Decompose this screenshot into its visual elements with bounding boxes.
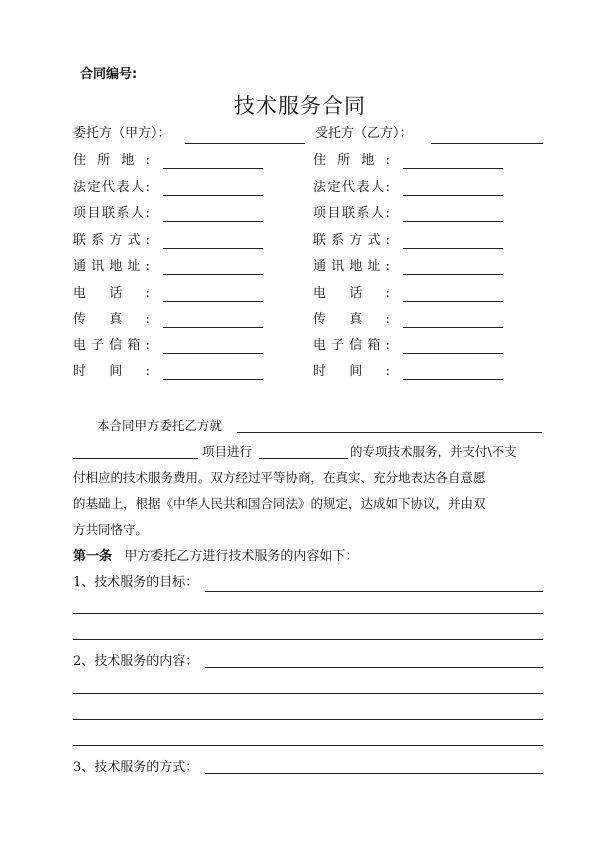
item-1-field[interactable]	[205, 591, 543, 592]
article-1-heading	[73, 549, 358, 565]
intro-line-2b: 的专项技术服务，并支付\不支	[350, 444, 517, 459]
party-a-field-input[interactable]	[163, 195, 263, 196]
item-3-field[interactable]	[205, 773, 543, 774]
item-1-field-line-3[interactable]	[73, 639, 543, 640]
party-b-field-label: 传 真 :	[313, 312, 390, 327]
party-b-field-label: 住 所 地 :	[313, 153, 390, 168]
party-a-field-label: 通 讯 地 址 :	[73, 259, 150, 274]
party-a-field-input[interactable]	[163, 221, 263, 222]
party-b-field-label: 时 间 :	[313, 364, 390, 379]
article-1-number: 第一条	[73, 549, 113, 564]
party-a-field-label: 住 所 地 :	[73, 153, 150, 168]
party-a-field-input[interactable]	[163, 327, 263, 328]
party-b-field-input[interactable]	[403, 248, 503, 249]
party-a-field-label: 电 话 :	[73, 286, 150, 301]
party-a-field-label: 法 定 代 表 人 :	[73, 180, 150, 195]
service-subject-field[interactable]	[237, 432, 542, 433]
item-2-field[interactable]	[205, 667, 543, 668]
party-b-field-label: 联 系 方 式 :	[313, 233, 390, 248]
item-2-label: 2、技术服务的内容：	[73, 654, 199, 669]
item-1-label: 1、技术服务的目标：	[73, 575, 199, 590]
service-type-field[interactable]	[259, 458, 348, 459]
intro-line-2a: 项目进行	[202, 444, 253, 459]
party-a-field-input[interactable]	[163, 301, 263, 302]
party-b-field-input[interactable]	[403, 274, 503, 275]
party-b-field-input[interactable]	[403, 379, 503, 380]
page-title: 技术服务合同	[234, 94, 366, 118]
party-a-heading: 委托方（甲方）：	[73, 126, 171, 141]
party-a-field-input[interactable]	[163, 353, 263, 354]
party-a-field-input[interactable]	[163, 274, 263, 275]
item-2-field-line-2[interactable]	[73, 693, 543, 694]
party-a-field-label: 项 目 联 系 人 :	[73, 206, 150, 221]
party-b-field-label: 电 话 :	[313, 286, 390, 301]
party-b-heading: 受托方（乙方）：	[315, 126, 413, 141]
party-b-name-field[interactable]	[431, 143, 543, 144]
intro-line-1: 本合同甲方委托乙方就	[97, 418, 223, 433]
intro-line-4: 的基础上，根据《中华人民共和国合同法》的规定，达成如下协议，并由双	[73, 496, 486, 511]
project-name-field[interactable]	[73, 458, 198, 459]
party-b-field-label: 通 讯 地 址 :	[313, 259, 390, 274]
party-b-field-input[interactable]	[403, 168, 503, 169]
item-1-field-line-2[interactable]	[73, 613, 543, 614]
intro-line-3: 付相应的技术服务费用。双方经过平等协商，在真实、充分地表达各自意愿	[73, 470, 486, 485]
item-2-field-line-4[interactable]	[73, 745, 543, 746]
party-a-field-label: 电 子 信 箱 :	[73, 338, 150, 353]
item-2-field-line-3[interactable]	[73, 719, 543, 720]
party-b-field-input[interactable]	[403, 195, 503, 196]
party-b-field-label: 电 子 信 箱 :	[313, 338, 390, 353]
party-a-field-label: 传 真 :	[73, 312, 150, 327]
party-b-field-input[interactable]	[403, 327, 503, 328]
party-b-field-label: 法 定 代 表 人 :	[313, 180, 390, 195]
party-a-name-field[interactable]	[185, 143, 305, 144]
party-a-field-input[interactable]	[163, 168, 263, 169]
item-3-label: 3、技术服务的方式：	[73, 760, 199, 775]
party-b-field-input[interactable]	[403, 353, 503, 354]
party-b-field-label: 项 目 联 系 人 :	[313, 206, 390, 221]
article-1-text: 甲方委托乙方进行技术服务的内容如下：	[124, 549, 359, 564]
party-b-field-input[interactable]	[403, 301, 503, 302]
party-b-field-input[interactable]	[403, 221, 503, 222]
intro-line-5: 方共同恪守。	[73, 522, 149, 537]
contract-number-label: 合同编号:	[80, 67, 138, 82]
party-a-field-label: 联 系 方 式 :	[73, 233, 150, 248]
party-a-field-input[interactable]	[163, 248, 263, 249]
party-a-field-input[interactable]	[163, 379, 263, 380]
party-a-field-label: 时 间 :	[73, 364, 150, 379]
